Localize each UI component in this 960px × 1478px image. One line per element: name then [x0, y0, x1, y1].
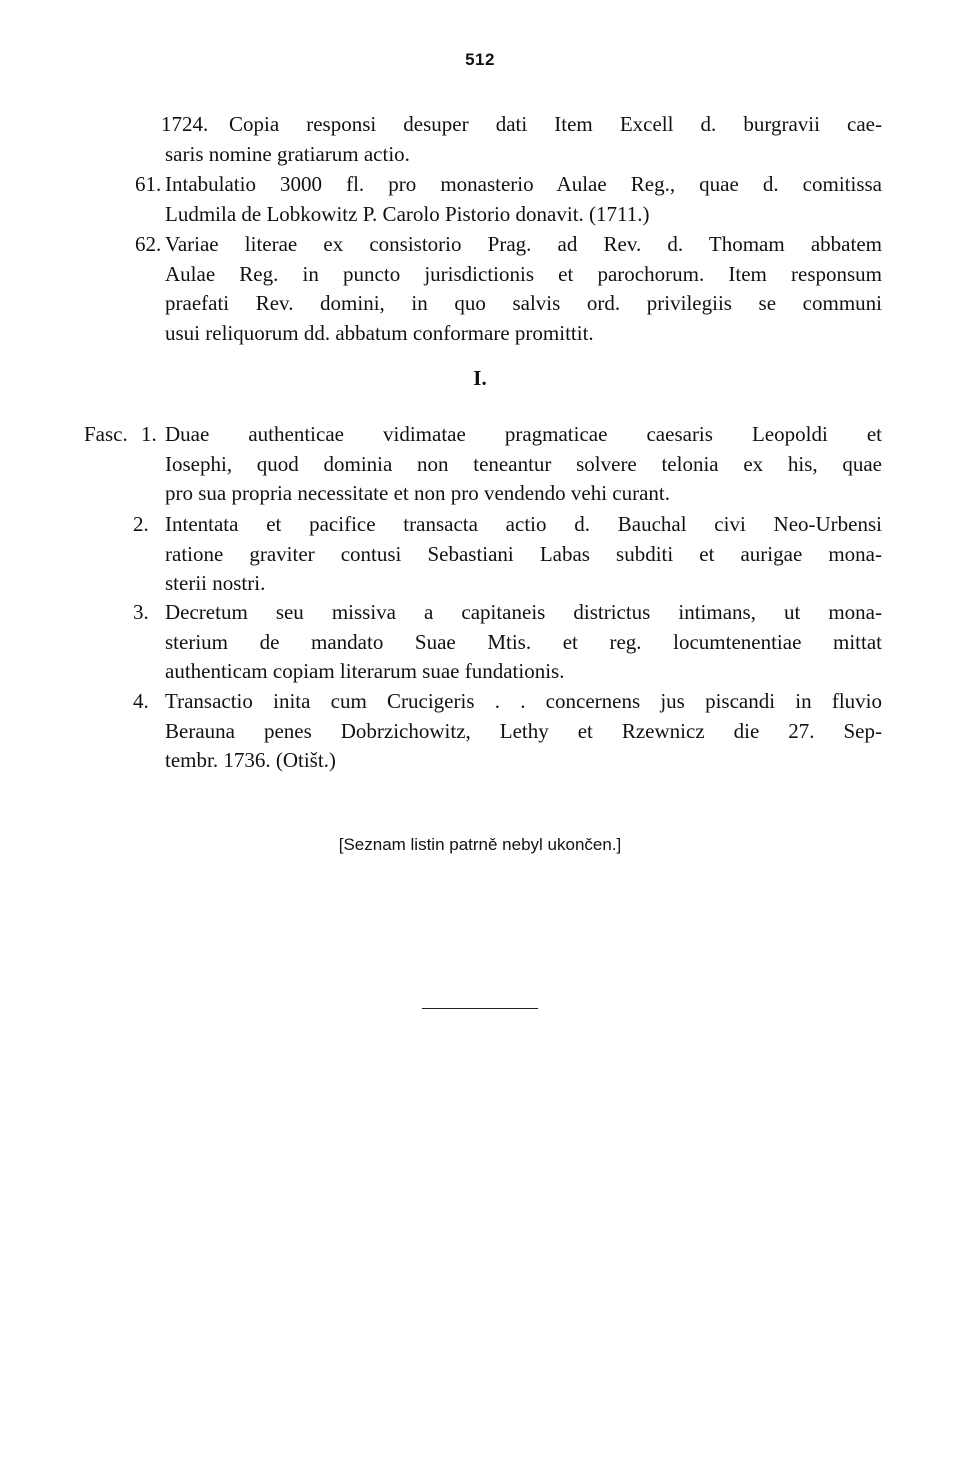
entry-item-3: [133, 598, 882, 687]
entry-number: 3.: [133, 600, 149, 624]
entry-line: usui reliquorum dd. abbatum conformare promittit.: [165, 320, 594, 345]
section-heading: I.: [473, 366, 487, 390]
entry-line: saris nomine gratiarum actio.: [165, 141, 410, 166]
entry-61: [135, 170, 882, 229]
entry-line: Ludmila de Lobkowitz P. Carolo Pistorio donavit. (1711.): [165, 201, 650, 226]
entry-line: authenticam copiam literarum suae fundationis.: [165, 659, 565, 684]
entry-item-1: [141, 420, 882, 509]
entry-number: 61.: [135, 172, 162, 196]
entry-number: 1.: [141, 422, 157, 446]
entry-line: praefati Rev. domini, in quo salvis ord. privilegiis se communi: [165, 291, 882, 316]
entry-line: sterii nostri.: [165, 571, 266, 596]
entry-line: Intentata et pacifice transacta actio d. Bauchal civi Neo-Urbensi: [165, 512, 882, 536]
entry-line: tembr. 1736. (Otišt.): [165, 748, 336, 773]
entry-line: Berauna penes Dobrzichowitz, Lethy et Rzewnicz die 27. Sep-: [165, 718, 882, 743]
entry-number: 2.: [133, 512, 149, 536]
entry-line: Copia responsi desuper dati Item Excell d. burgravii cae-: [229, 112, 882, 136]
entry-number: 4.: [133, 689, 149, 713]
entry-line: Intabulatio 3000 fl. pro monasterio Aulae Reg., quae d. comitissa: [165, 172, 882, 196]
end-rule: [422, 1008, 538, 1009]
page-number: 512: [465, 50, 495, 69]
entry-item-4: [133, 687, 882, 776]
closing-note: [Seznam listin patrně nebyl ukončen.]: [338, 835, 622, 854]
entry-line: sterium de mandato Suae Mtis. et reg. locumtenentiae mittat: [165, 629, 882, 654]
entry-number: 62.: [135, 232, 162, 256]
entry-62: [135, 230, 882, 348]
entry-line: Transactio inita cum Crucigeris . . concernens jus piscandi in fluvio: [165, 689, 882, 713]
entry-item-2: [133, 510, 882, 599]
entry-line: Variae literae ex consistorio Prag. ad Rev. d. Thomam abbatem: [165, 232, 882, 256]
entry-line: Duae authenticae vidimatae pragmaticae caesaris Leopoldi et: [165, 422, 882, 446]
fasc-label: Fasc.: [84, 422, 128, 446]
entry-number: 1724.: [161, 112, 209, 136]
entry-line: Iosephi, quod dominia non teneantur solvere telonia ex his, quae: [165, 451, 882, 476]
entry-line: ratione graviter contusi Sebastiani Labas subditi et aurigae mona-: [165, 541, 882, 566]
entry-line: pro sua propria necessitate et non pro vendendo vehi curant.: [165, 481, 670, 506]
entry-1724: [161, 110, 882, 169]
entry-line: Aulae Reg. in puncto jurisdictionis et parochorum. Item responsum: [165, 261, 882, 286]
entry-line: Decretum seu missiva a capitaneis districtus intimans, ut mona-: [165, 600, 882, 624]
